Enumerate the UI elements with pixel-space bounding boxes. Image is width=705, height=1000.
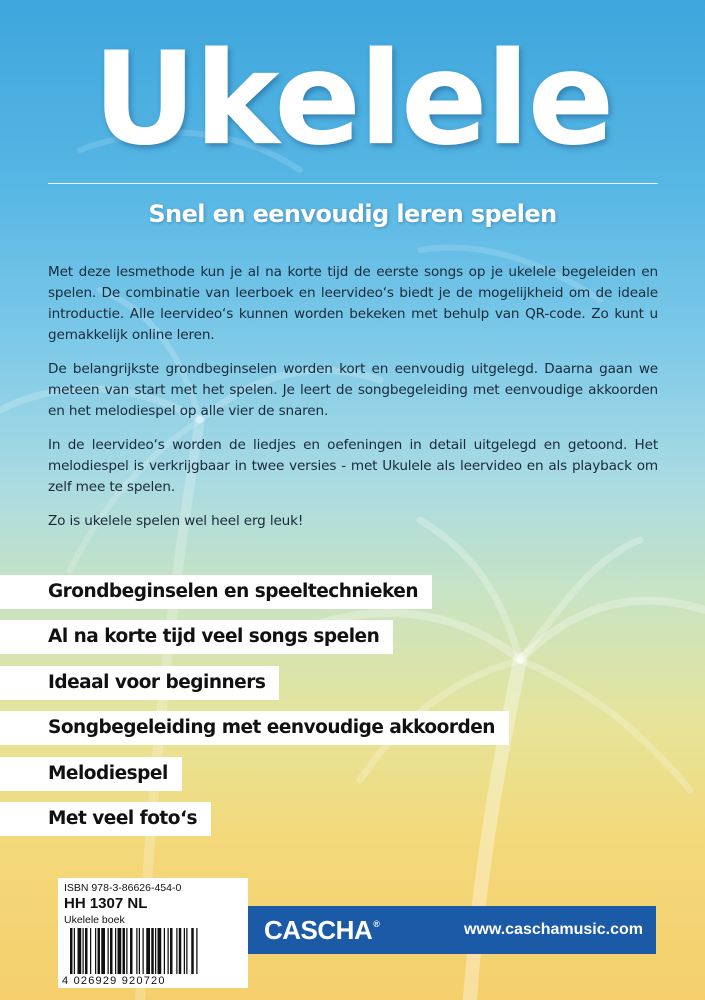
publisher-website: www.caschamusic.com	[463, 921, 643, 938]
barcode-graphic	[62, 928, 244, 976]
registered-mark: ®	[373, 919, 380, 929]
product-code: HH 1307 NL	[64, 895, 148, 912]
publisher-logo	[264, 906, 379, 954]
title-divider	[48, 183, 658, 184]
publisher-name: CASCHA	[264, 915, 373, 945]
feature-label: Songbegeleiding met eenvoudige akkoorden	[0, 711, 509, 745]
book-subtitle: Snel en eenvoudig leren spelen	[148, 200, 557, 228]
feature-label: Ideaal voor beginners	[0, 666, 279, 700]
product-type: Ukelele boek	[64, 914, 125, 926]
feature-label: Met veel foto‘s	[0, 802, 211, 836]
isbn-number: ISBN 978-3-86626-454-0	[64, 882, 182, 894]
description-paragraph: De belangrijkste grondbeginselen worden kort en eenvoudig uitgelegd. Daarna gaan we meteen van start met het spelen. Je leert de songbegeleiding met eenvoudige akkoorden en het melodiespel op alle vier de snaren.	[48, 361, 658, 419]
feature-label: Melodiespel	[0, 757, 182, 791]
book-title: Ukelele	[92, 25, 613, 174]
description-paragraph: Met deze lesmethode kun je al na korte tijd de eerste songs op je ukelele begeleiden en spelen. De combinatie van leerboek en leervideo‘s biedt je de mogelijkheid om de ideale introductie. Alle leervideo‘s kunnen worden bekeken met behulp van QR-code. Zo kunt u gemakkelijk online leren.	[48, 264, 658, 343]
isbn-box	[58, 878, 248, 988]
description-paragraph: In de leervideo‘s worden de liedjes en oefeningen in detail uitgelegd en getoond. Het melodiespel is verkrijgbaar in twee versies - met Ukulele als leervideo en als playback om zelf mee te spelen.	[48, 437, 658, 495]
feature-label: Al na korte tijd veel songs spelen	[0, 620, 393, 654]
description-paragraph: Zo is ukelele spelen wel heel erg leuk!	[48, 513, 304, 529]
barcode-digits: 4 026929 920720	[62, 975, 166, 987]
feature-label: Grondbeginselen en speeltechnieken	[0, 575, 432, 609]
description-text	[48, 262, 658, 545]
